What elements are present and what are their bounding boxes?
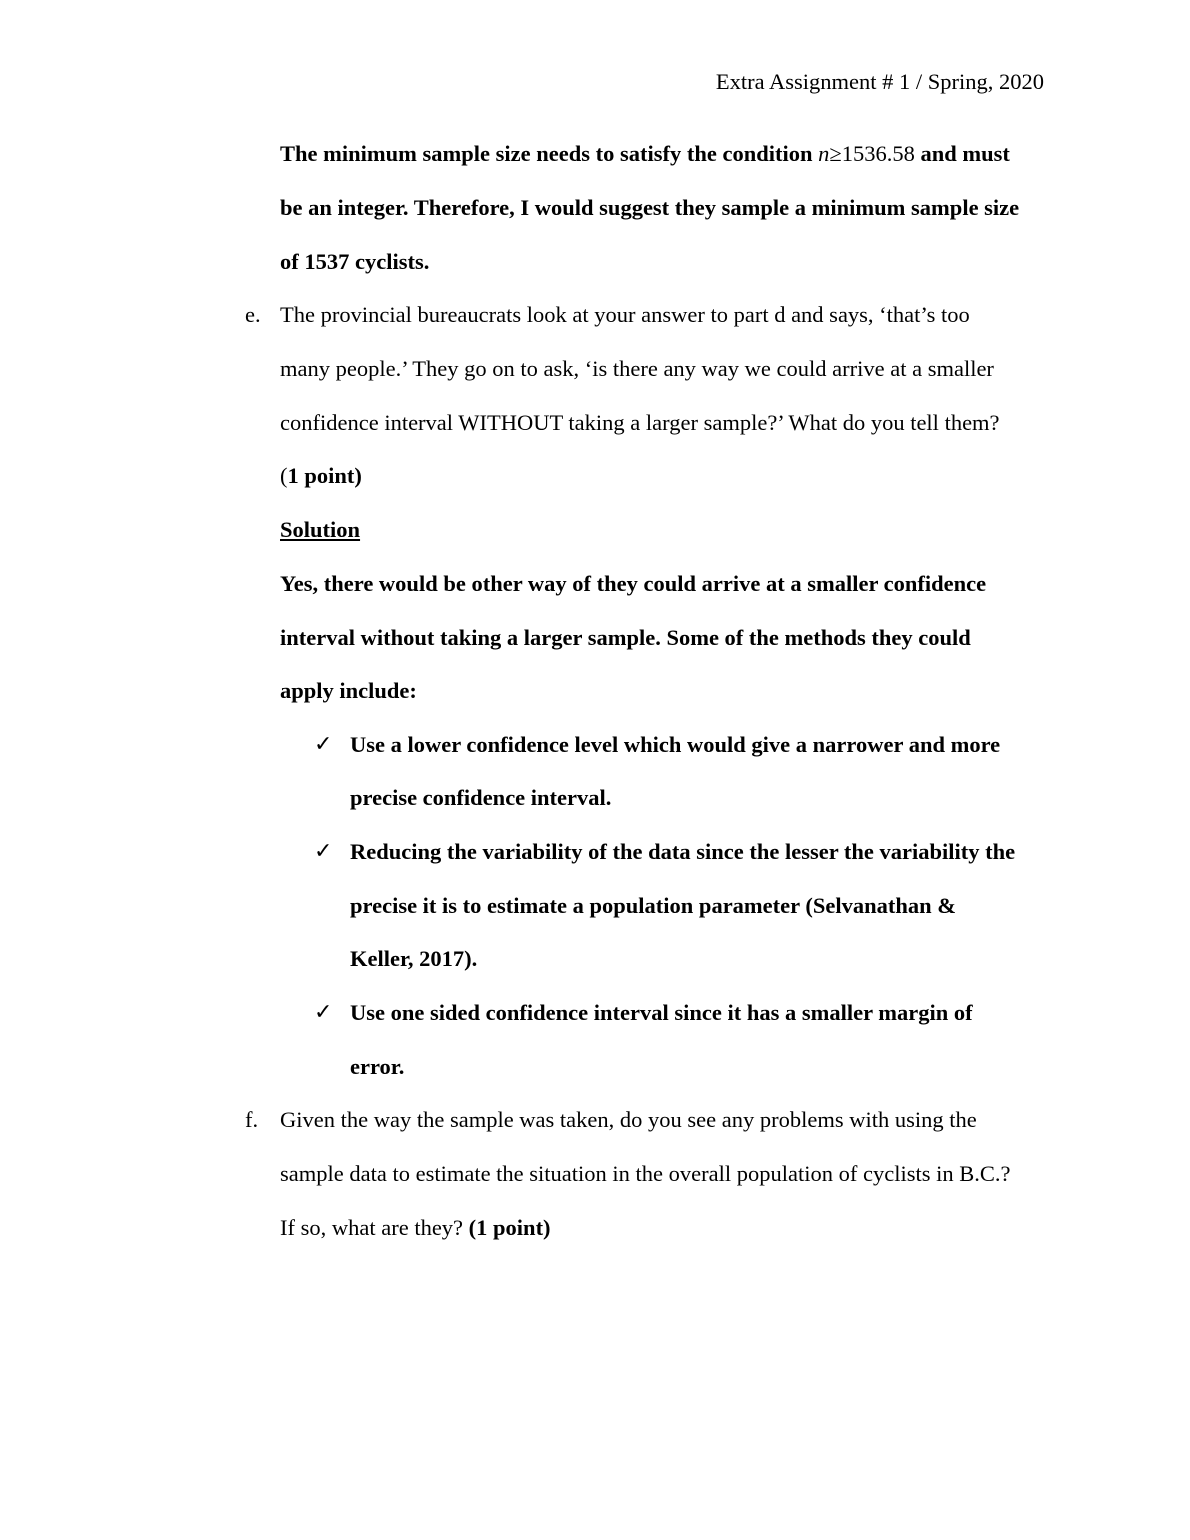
- part-f-question-line-3: [280, 1212, 551, 1244]
- checkmark-icon: ✓: [314, 1000, 333, 1025]
- points-label: (1 point): [468, 1215, 551, 1240]
- part-d-answer-text: The minimum sample size needs to satisfy the condition: [280, 141, 819, 166]
- part-f-question-line-2: sample data to estimate the situation in the overall population of cyclists in B.C.?: [280, 1161, 1011, 1186]
- part-f-question-line-1: Given the way the sample was taken, do you see any problems with using the: [280, 1107, 977, 1132]
- checkmark-icon: ✓: [314, 732, 333, 757]
- points-label: 1 point): [287, 463, 362, 488]
- part-d-answer-line-1: [280, 138, 1010, 170]
- bullet-2-line-2: precise it is to estimate a population parameter (Selvanathan &: [350, 893, 956, 918]
- solution-line-2: interval without taking a larger sample. Some of the methods they could: [280, 625, 971, 650]
- bullet-3-line-2: error.: [350, 1054, 405, 1079]
- solution-line-3: apply include:: [280, 678, 417, 703]
- math-variable-n: n: [818, 141, 830, 166]
- bullet-2-line-3: Keller, 2017).: [350, 946, 478, 971]
- part-d-answer-line-2: be an integer. Therefore, I would suggest they sample a minimum sample size: [280, 195, 1020, 220]
- part-f-question-text: If so, what are they?: [280, 1215, 469, 1240]
- part-e-question-line-1: The provincial bureaucrats look at your answer to part d and says, ‘that’s too: [280, 302, 970, 327]
- math-value: 1536.58: [841, 141, 915, 166]
- bullet-1-line-1: Use a lower confidence level which would give a narrower and more: [350, 732, 1001, 757]
- bullet-2-line-1: Reducing the variability of the data since the lesser the variability the: [350, 839, 1016, 864]
- solution-line-1: Yes, there would be other way of they could arrive at a smaller confidence: [280, 571, 987, 596]
- page-header: Extra Assignment # 1 / Spring, 2020: [715, 69, 1044, 94]
- checkmark-icon: ✓: [314, 839, 333, 864]
- math-relation: ≥: [829, 141, 842, 166]
- part-e-points: [280, 460, 362, 492]
- part-f-marker: f.: [245, 1107, 259, 1132]
- points-open-paren: (: [280, 463, 288, 488]
- part-e-marker: e.: [245, 302, 261, 327]
- bullet-3-line-1: Use one sided confidence interval since it has a smaller margin of: [350, 1000, 973, 1025]
- bullet-1-line-2: precise confidence interval.: [350, 785, 612, 810]
- solution-heading: Solution: [280, 517, 361, 542]
- part-e-question-line-3: confidence interval WITHOUT taking a larger sample?’ What do you tell them?: [280, 410, 1000, 435]
- part-d-answer-line-3: of 1537 cyclists.: [280, 249, 430, 274]
- part-e-question-line-2: many people.’ They go on to ask, ‘is there any way we could arrive at a smaller: [280, 356, 994, 381]
- part-d-answer-text-end: and must: [914, 141, 1010, 166]
